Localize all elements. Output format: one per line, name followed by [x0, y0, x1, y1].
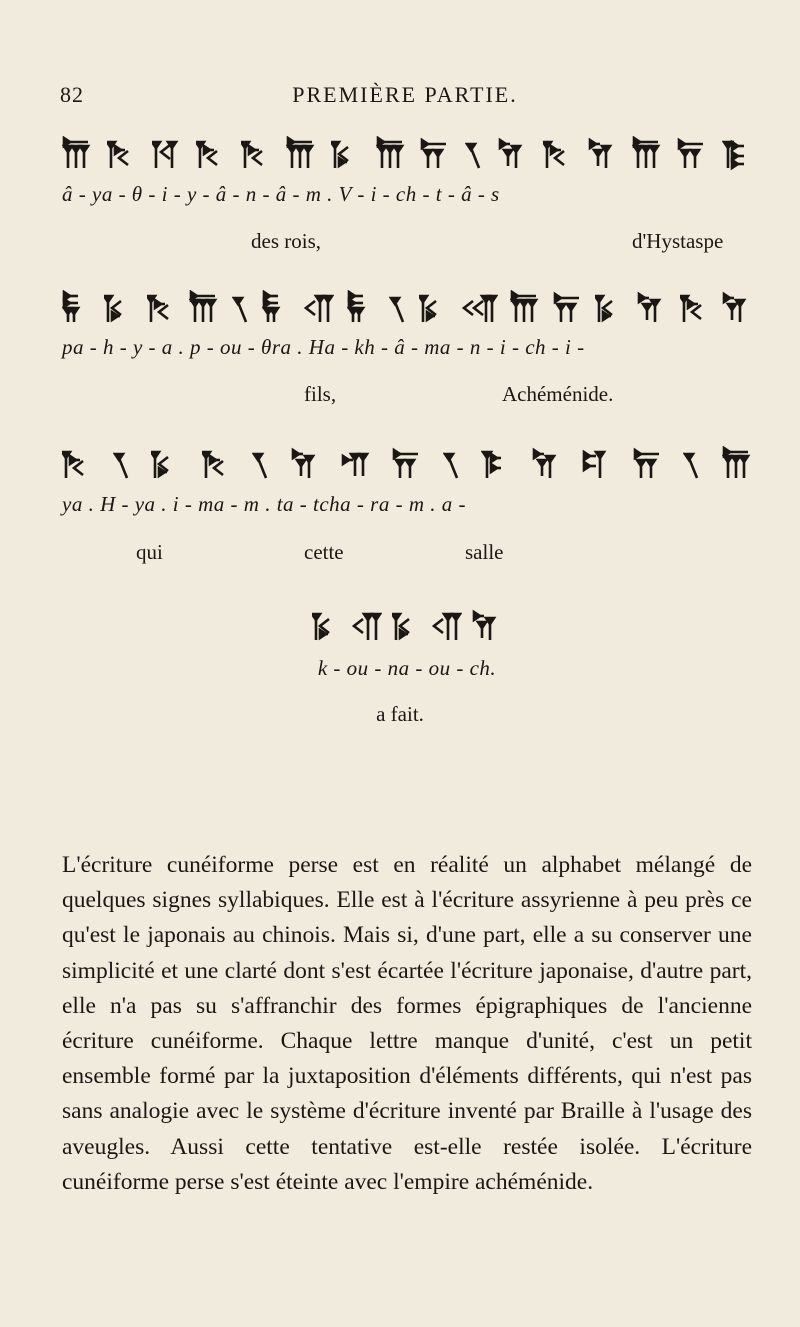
- gloss-row-1: [62, 229, 752, 259]
- cuneiform-sign-ra: [722, 290, 752, 326]
- cuneiform-sign-ya: [202, 446, 232, 482]
- cuneiform-sign-ia: [341, 446, 371, 482]
- cuneiform-sign-ya: [107, 136, 137, 172]
- cuneiform-sign-ka: [104, 290, 134, 326]
- cuneiform-sign-ea: [582, 446, 612, 482]
- cuneiform-sign-ka: [392, 608, 422, 644]
- gloss-achemenide: Achéménide.: [502, 382, 614, 406]
- cuneiform-sign-ta: [62, 136, 92, 172]
- cuneiform-sign-ya: [62, 446, 92, 482]
- cuneiform-sign-ma: [420, 136, 450, 172]
- cuneiform-sign-ta: [632, 136, 662, 172]
- cuneiform-sign-va: [304, 290, 334, 326]
- word-divider-glyph: [389, 290, 407, 326]
- word-divider-glyph: [465, 136, 483, 172]
- cuneiform-sign-ta: [510, 290, 540, 326]
- cuneiform-sign-ra: [637, 290, 667, 326]
- cuneiform-sign-ka: [595, 290, 625, 326]
- cuneiform-sign-ya: [241, 136, 271, 172]
- cuneiform-sign-ya: [196, 136, 226, 172]
- word-divider-glyph: [683, 446, 701, 482]
- cuneiform-line-1: [62, 132, 752, 172]
- transliteration-line-4: k - ou - na - ou - ch.: [317, 656, 497, 680]
- gloss-des-rois: des rois,: [251, 229, 321, 253]
- cuneiform-line-2: [62, 286, 752, 326]
- word-divider-glyph: [113, 446, 131, 482]
- cuneiform-sign-ba: [722, 136, 752, 172]
- cuneiform-sign-ka: [151, 446, 181, 482]
- cuneiform-sign-ra: [291, 446, 321, 482]
- cuneiform-sign-ra: [498, 136, 528, 172]
- word-divider-glyph: [443, 446, 461, 482]
- cuneiform-sign-ta: [286, 136, 316, 172]
- cuneiform-sign-ra: [588, 136, 618, 172]
- cuneiform-sign-ka: [312, 608, 342, 644]
- transliteration-line-3: ya . H - ya . i - ma - m . ta - tcha - ra - m . a -: [62, 492, 467, 516]
- cuneiform-sign-ma: [553, 290, 583, 326]
- cuneiform-line-3: [62, 442, 752, 482]
- body-paragraph: L'écriture cunéiforme perse est en réalité un alphabet mélangé de quelques signes syllabiques. Elle est à l'écriture assyrienne à peu près ce qu'est le japonais au chinois. Mais si, d'une part, elle a su conserver une simplicité et une clarté dont s'est écartée l'écriture japonaise, d'autre part, elle n'a pas su s'affranchir des formes épigraphiques de l'ancienne écriture cunéiforme. Chaque lettre manque d'unité, c'est un petit ensemble formé par la juxtaposition d'éléments différents, qui n'est pas sans analogie avec le système d'écriture inventé par Braille à l'usage des aveugles. Aussi cette tentative est-elle restée isolée. L'écriture cunéiforme perse s'est éteinte avec l'empire achéménide.: [62, 852, 752, 1195]
- page-header: [60, 82, 750, 118]
- cuneiform-sign-ta: [376, 136, 406, 172]
- cuneiform-sign-ra: [532, 446, 562, 482]
- gloss-row-2: [62, 382, 752, 412]
- cuneiform-sign-ca: [481, 446, 511, 482]
- cuneiform-sign-ta: [189, 290, 219, 326]
- gloss-salle: salle: [465, 540, 504, 564]
- cuneiform-sign-ta: [722, 446, 752, 482]
- cuneiform-sign-va: [432, 608, 462, 644]
- page-number: 82: [60, 82, 84, 107]
- cuneiform-sign-va: [352, 608, 382, 644]
- cuneiform-sign-ya: [680, 290, 710, 326]
- cuneiform-sign-ma: [633, 446, 663, 482]
- cuneiform-sign-fa: [262, 290, 292, 326]
- transliteration-line-1: â - ya - θ - i - y - â - n - â - m . V - i - ch - t - â - s: [62, 182, 500, 206]
- gloss-a-fait: a fait.: [376, 702, 424, 726]
- cuneiform-sign-ra: [472, 608, 502, 644]
- cuneiform-sign-xa: [462, 290, 498, 326]
- gloss-qui: qui: [136, 540, 163, 564]
- word-divider-glyph: [232, 290, 250, 326]
- cuneiform-sign-ya: [543, 136, 573, 172]
- cuneiform-sign-fa: [347, 290, 377, 326]
- cuneiform-line-4: [62, 604, 752, 644]
- word-divider-glyph: [252, 446, 270, 482]
- cuneiform-sign-da: [152, 136, 182, 172]
- cuneiform-sign-ka: [331, 136, 361, 172]
- transliteration-line-2: pa - h - y - a . p - ou - θra . Ha - kh - â - ma - n - i - ch - i -: [62, 335, 585, 359]
- cuneiform-sign-ma: [392, 446, 422, 482]
- gloss-cette: cette: [304, 540, 344, 564]
- gloss-hystaspe: d'Hystaspe: [632, 229, 724, 253]
- cuneiform-sign-fa: [62, 290, 92, 326]
- gloss-row-3: [62, 540, 752, 570]
- running-title: PREMIÈRE PARTIE.: [292, 82, 518, 107]
- gloss-fils: fils,: [304, 382, 337, 406]
- cuneiform-sign-ma: [677, 136, 707, 172]
- cuneiform-sign-ka: [419, 290, 449, 326]
- cuneiform-sign-ya: [147, 290, 177, 326]
